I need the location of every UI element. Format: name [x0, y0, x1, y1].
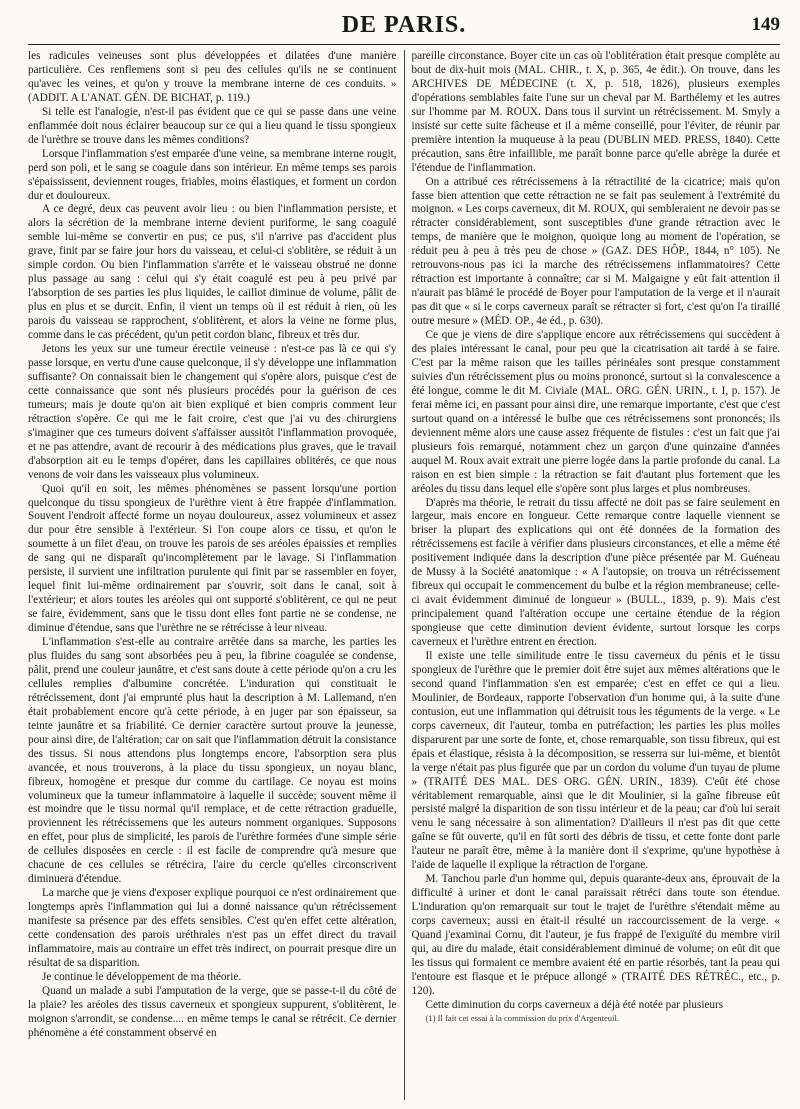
paragraph: L'inflammation s'est-elle au contraire arrêtée dans sa marche, les parties les plus fluides du sang sont absorbées peu à peu, la fibrine coagulée se condense, pâlit, prend une couleur jaunâtre, et c'est sans doute à cette période qu'on a cru les cellules remplies d'albumine concrétée. L'induration qui constituait le rétrécissement, dont j'ai emprunté plus haut la description à M. Lallemand, n'en était probablement encore qu'à cette période, à en juger par son épaisseur, sa teinte jaunâtre et sa friabilité. Ce dernier caractère surtout prouve la jeunesse, pour ainsi dire, de l'altération; car on sait que l'inflammation détruit la consistance des tissus. Si nous attendons plus longtemps encore, l'absorption sera plus avancée, et nous trouverons, à la place du tissu spongieux, un noyau blanc, fibreux, homogène et presque dur comme du cartilage. Ce noyau est moins volumineux que la tumeur inflammatoire à laquelle il succède; souvent même il est moindre que le tissu normal qu'il remplace, et de cette rétraction graduelle, proviennent les rétrécissemens que les auteurs nomment organiques. Supposons en effet, pour plus de simplicité, les parois de l'urèthre formées d'une simple série de cellules disposées en cercle : il est facile de comprendre qu'à mesure que chacune de ces cellules se rétrécira, l'aire du cercle qu'elles circonscrivent diminuera d'étendue. [28, 636, 397, 886]
paragraph: Jetons les yeux sur une tumeur érectile veineuse : n'est-ce pas là ce qui s'y passe lorsque, en vertu d'une cause quelconque, il s'y développe une inflammation suffisante? On connaissait bien le changement qui s'opère alors, puisque c'est de cette connaissance que sont nés plusieurs procédés pour la guérison de ces tumeurs; mais je doute qu'on ait bien expliqué et bien compris comment leur rétraction s'opère. Ce qui me le fait croire, c'est que j'ai vu des chirurgiens s'imaginer que ces tumeurs doivent s'affaisser aussitôt l'inflammation provoquée, et ne pas attendre, avant de recourir à des médications plus graves, que le travail d'absorption ait eu le temps d'opérer, dans les capillaires oblitérés, ce que nous venons de voir dans les vaisseaux plus volumineux. [28, 343, 397, 481]
paragraph: D'après ma théorie, le retrait du tissu affecté ne doit pas se faire seulement en largeur, mais encore en longueur. Cette remarque contre laquelle viennent se briser la plupart des explications qui ont été données de la formation des rétrécissemens est facile à vérifier dans plusieurs circonstances, et elle a même été positivement indiquée dans la description d'une pièce présentée par M. Guéneau de Mussy à la Société anatomique : « A l'autopsie, on trouva un rétrécissement fibreux qui occupait le commencement du bulbe et la région membraneuse; celle-ci avait évidemment diminué de longueur » (BULL., 1839, p. 9). Mais c'est principalement quand l'altération occupe une certaine étendue de la région spongieuse que cette diminution devient évidente, surtout lorsque les corps caverneux et l'urèthre entrent en érection. [411, 496, 780, 649]
right-column [404, 50, 781, 1100]
paragraph: Si telle est l'analogie, n'est-il pas évident que ce qui se passe dans une veine enflammée doit nous éclairer beaucoup sur ce qui a lieu quand le tissu spongieux de l'urèthre se trouve dans les mêmes conditions? [28, 105, 397, 146]
paragraph: les radicules veineuses sont plus développées et dilatées d'une manière particulière. Ces renflemens sont si peu des cellules qu'ils ne se continuent qu'avec les veines, et qu'on y trouve la membrane interne de ces conduits. » (ADDIT. A L'ANAT. GÉN. DE BICHAT, p. 119.) [28, 50, 397, 104]
header-rule [28, 44, 780, 45]
left-column [28, 50, 404, 1100]
paragraph: A ce degré, deux cas peuvent avoir lieu : ou bien l'inflammation persiste, et alors la sécrétion de la membrane interne devient puriforme, le sang coagulé semble lui-même se convertir en pus; ce pus, s'il n'arrive pas d'accident plus grave, finit par se faire jour hors du vaisseau, et celui-ci s'oblitère, se réduit à un simple cordon. Ou bien l'inflammation s'arrête et le vaisseau obstrué ne donne plus passage au sang : celui qui s'y était coagulé est peu à peu privé par l'absorption de ses parties les plus liquides, le caillot diminue de volume, pâlit de plus en plus et se durcit. Enfin, il vient un temps où il est réduit à rien, où les parois du vaisseau se rapprochent, s'oblitèrent, et alors la veine ne forme plus, comme dans le cas précédent, qu'un petit cordon blanc, fibreux et très dur. [28, 203, 397, 342]
paragraph: Ce que je viens de dire s'applique encore aux rétrécissemens qui succèdent à des plaies intéressant le canal, pour peu que la cicatrisation ait tardé à se faire. C'est par la même raison que les tailles périnéales sont presque constamment suivies d'un rétrécissement plus ou moins prononcé, surtout si la convalescence a été longue, comme le dit M. Civiale (MAL. ORG. GÉN. URIN., t. I, p. 157). Je ferai même ici, en passant pour ainsi dire, une remarque importante, c'est que c'est surtout quand on a intéressé le bulbe que ces rétrécissemens sont prononcés; ils deviennent même alors une cause assez fréquente de fistules : c'est un fait que j'ai plusieurs fois remarqué, notamment chez un garçon d'une quinzaine d'années auquel M. Roux avait extrait une pierre logée dans la partie profonde du canal. La raison en est bien simple : la rétraction se fait d'autant plus fortement que les aréoles du tissu dans lequel elle s'opère sont plus larges et plus nombreuses. [411, 329, 780, 495]
paragraph: Lorsque l'inflammation s'est emparée d'une veine, sa membrane interne rougit, perd son poli, et le sang se coagule dans son intérieur. En même temps ses parois s'épaississent, deviennent rouges, friables, moins élastiques, et forment un cordon dur et douloureux. [28, 147, 397, 202]
text-columns [28, 50, 780, 1100]
paragraph: Je continue le développement de ma théorie. [42, 970, 242, 983]
paragraph: Cette diminution du corps caverneux a déjà été notée par plusieurs [425, 998, 724, 1011]
page-number: 149 [751, 14, 780, 35]
paragraph: On a attribué ces rétrécissemens à la rétractilité de la cicatrice; mais qu'on fasse bien attention que cette rétraction ne se fait pas seulement à l'extrémité du moignon. « Les corps caverneux, dit M. ROUX, qui sembleraient ne devoir pas se rétracter considérablement, sont susceptibles d'une grande rétraction avec le temps, de manière que le moignon, quoique long au moment de l'opération, se réduit peu à peu à très peu de chose » (GAZ. DES HÔP., 1844, n° 105). Ne retrouvons-nous pas ici la marche des rétrécissemens inflammatoires? Cette rétraction est importante à connaître; car si M. Malgaigne y eût fait attention il n'aurait pas blâmé le procédé de Boyer pour l'amputation de la verge et il n'aurait pas dit que « si le corps caverneux paraît se rétracter si fort, c'est qu'on l'a tiraillé outre mesure » (MÉD. OP., 4e éd., p. 630). [411, 175, 780, 328]
paragraph: Quoi qu'il en soit, les mêmes phénomènes se passent lorsqu'une portion quelconque du tissu spongieux de l'urèthre vient à être frappée d'inflammation. Souvent l'endroit affecté forme un noyau douloureux, assez volumineux et assez dur pour être sensible à l'extérieur. Si l'on coupe alors ce tissu, et qu'on le soumette à un filet d'eau, on trouve les parois de ses aréoles épaissies et remplies de sang qui ne disparaît qu'incomplètement par le lavage. Si l'inflammation persiste, il survient une infiltration purulente qui finit par se rassembler en foyer, lequel finit lui-même ordinairement par s'ouvrir, soit dans le canal, soit à l'extérieur; et alors toutes les aréoles qui ont supporté s'oblitèrent, ce qui ne peut se faire, évidemment, sans que le tissu dont elles font partie ne se condense, ne diminue d'étendue, sans que l'urèthre ne se rétrécisse à leur niveau. [28, 482, 397, 635]
footnote: (1) Il fait cet essai à la commission du prix d'Argenteuil. [425, 1012, 620, 1023]
paragraph: La marche que je viens d'exposer explique pourquoi ce n'est ordinairement que longtemps après l'inflammation qui lui a donné naissance qu'un rétrécissement manifeste sa présence par des effets sensibles. C'est qu'en effet cette altération, cette condensation des parois uréthrales n'est pas un effet direct du travail inflammatoire, mais au contraire un effet très indirect, on pourrait presque dire un résultat de sa disparition. [28, 887, 397, 969]
paragraph: M. Tanchou parle d'un homme qui, depuis quarante-deux ans, éprouvait de la difficulté à uriner et dont le canal paraissait rétréci dans toute son étendue. L'induration qu'on remarquait sur tout le trajet de l'urèthre s'étendait même au corps caverneux; aussi en était-il résulté un raccourcissement de la verge. « Quand j'examinai Cornu, dit l'auteur, je fus frappé de l'exiguïté du membre viril qui, au dire du malade, était considérablement diminué de volume; on eût dit que les tissus qui formaient ce membre avaient été en partie résorbés, tant la peau qui l'entoure est flasque et le prépuce allongé » (TRAITÉ DES RÉTRÉC., etc., p. 120). [411, 873, 780, 997]
paragraph: pareille circonstance. Boyer cite un cas où l'oblitération était presque complète au bout de dix-huit mois (MAL. CHIR., t. X, p. 365, 4e édit.). On trouve, dans les ARCHIVES DE MÉDECINE (t. X, p. 518, 1826), plusieurs exemples d'opérations semblables faite l'une sur un cheval par M. Barthélemy et les autres sur l'homme par M. ROUX. Dans tous il survint un rétrécissement. M. Smyly a insisté sur cette suite fâcheuse et il a même conseillé, pour l'éviter, de réunir par première intention la muqueuse à la peau (DUBLIN MED. PRESS, 1840). Cette précaution, sans être infaillible, me paraît bonne parce qu'elle abrège la durée et l'étendue de l'inflammation. [411, 50, 780, 174]
paragraph: Quand un malade a subi l'amputation de la verge, que se passe-t-il du côté de la plaie? les aréoles des tissus caverneux et spongieux suppurent, s'oblitèrent, le moignon s'arrondit, se condense.... en même temps le canal se rétrécit. Ce dernier phénomène a été constamment observé en [28, 984, 397, 1039]
paragraph: Il existe une telle similitude entre le tissu caverneux du pénis et le tissu spongieux de l'urèthre que le premier doit être sujet aux mêmes altérations que le second quand l'inflammation s'en est emparée; c'est en effet ce qui a lieu. Moulinier, de Bordeaux, rapporte l'observation d'un homme qui, à la suite d'une contusion, eut une inflammation qui détruisit tous les téguments de la verge. « Le corps caverneux, dit l'auteur, tomba en putréfaction; les parties les plus molles disparurent par une sorte de fonte, et, chose remarquable, son tissu fibreux, qui est épais et élastique, résista à la décomposition, se resserra sur lui-même, et bientôt la verge n'était pas plus figurée que par un cordon du volume d'un tuyau de plume » (TRAITÉ DES MAL. DES ORG. GÉN. URIN., 1839). C'eût été chose véritablement remarquable, ainsi que le dit Moulinier, si la gaîne fibreuse eût persisté malgré la disparition de son tissu intérieur et de la peau; car d'où lui serait venu le sang nécessaire à son alimentation? D'ailleurs il n'est pas dit que cette gaîne se fût ouverte, qu'il en fût sorti des débris de tissu, et cette fonte dont parle l'auteur ne paraît être, même à la manière dont il s'exprime, qu'une hypothèse à l'aide de laquelle il explique la rétraction de l'organe. [411, 649, 780, 872]
page-header [28, 0, 780, 42]
page-title: DE PARIS. [341, 12, 467, 38]
newspaper-page [28, 0, 780, 1109]
